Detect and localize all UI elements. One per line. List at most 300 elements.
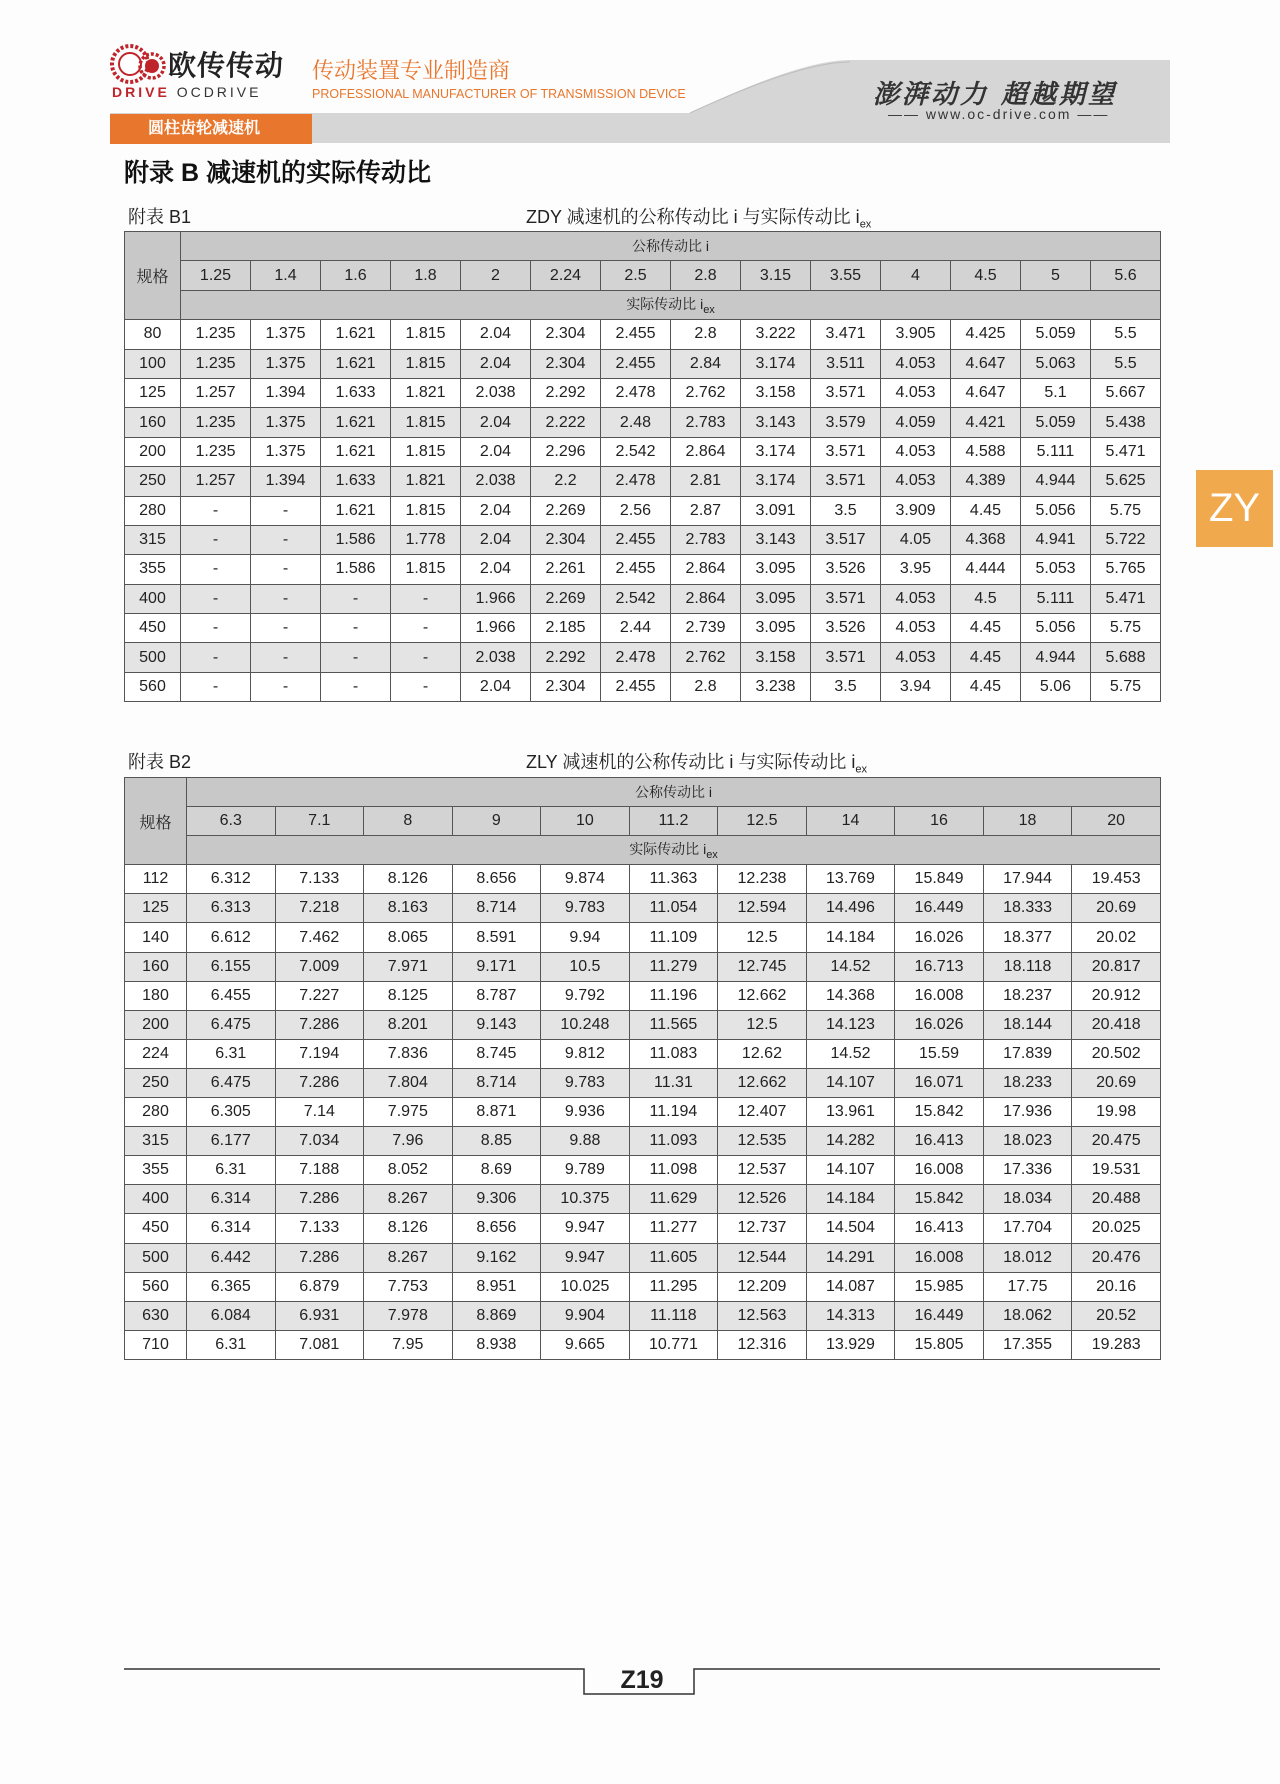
ratio-cell: 3.94 (881, 672, 951, 701)
ratio-cell: 16.026 (895, 923, 984, 952)
ratio-cell: 8.869 (452, 1301, 541, 1330)
ratio-cell: 3.571 (811, 378, 881, 407)
spec-cell: 80 (125, 320, 181, 349)
actual-ratio-header-sub: ex (706, 849, 718, 862)
ratio-cell: 5.667 (1091, 378, 1161, 407)
ratio-cell: 12.662 (718, 981, 807, 1010)
tagline-cn: 传动装置专业制造商 (312, 58, 511, 83)
ratio-cell: 10.025 (541, 1272, 630, 1301)
ratio-cell: 2.292 (531, 643, 601, 672)
table-row (125, 672, 1161, 701)
ratio-cell: 18.233 (983, 1068, 1072, 1097)
ratio-cell: 8.052 (364, 1156, 453, 1185)
ratio-cell: 2.038 (461, 467, 531, 496)
nominal-ratio-cell: 5.6 (1091, 261, 1161, 290)
spec-cell: 112 (125, 865, 187, 894)
nominal-ratio-cell: 8 (364, 807, 453, 836)
ratio-cell: 2.038 (461, 378, 531, 407)
nominal-ratio-cell: 1.25 (181, 261, 251, 290)
ratio-cell: 11.277 (629, 1214, 718, 1243)
ratio-cell: 20.02 (1072, 923, 1161, 952)
ratio-cell: 18.062 (983, 1301, 1072, 1330)
ratio-cell: 5.063 (1021, 349, 1091, 378)
ratio-cell: 4.425 (951, 320, 1021, 349)
ratio-cell: 14.52 (806, 1039, 895, 1068)
ratio-cell: 7.975 (364, 1098, 453, 1127)
ratio-cell: 3.571 (811, 467, 881, 496)
ratio-cell: 18.034 (983, 1185, 1072, 1214)
ratio-cell: 16.449 (895, 1301, 984, 1330)
ratio-cell: 2.762 (671, 378, 741, 407)
table2-caption-sub: ex (855, 763, 867, 776)
ratio-cell: 2.04 (461, 408, 531, 437)
ratio-cell: 16.413 (895, 1214, 984, 1243)
ratio-cell: - (391, 614, 461, 643)
ratio-cell: 6.879 (275, 1272, 364, 1301)
ratio-cell: 12.5 (718, 923, 807, 952)
ratio-cell: 4.053 (881, 614, 951, 643)
ratio-cell: 9.947 (541, 1243, 630, 1272)
ratio-cell: 1.394 (251, 378, 321, 407)
actual-ratio-header (181, 290, 1161, 319)
actual-ratio-header (187, 836, 1161, 865)
ratio-cell: 11.194 (629, 1098, 718, 1127)
ratio-cell: 2.2 (531, 467, 601, 496)
ratio-cell: 8.656 (452, 1214, 541, 1243)
ratio-cell: 6.084 (187, 1301, 276, 1330)
ratio-cell: 2.304 (531, 320, 601, 349)
brand-logo (108, 40, 308, 112)
ratio-cell: 2.304 (531, 672, 601, 701)
ratio-cell: 20.52 (1072, 1301, 1161, 1330)
ratio-cell: 8.69 (452, 1156, 541, 1185)
ratio-cell: 5.722 (1091, 525, 1161, 554)
spec-cell: 280 (125, 496, 181, 525)
nominal-ratio-cell: 4 (881, 261, 951, 290)
spec-cell: 355 (125, 555, 181, 584)
ratio-cell: - (251, 555, 321, 584)
ratio-cell: - (251, 672, 321, 701)
side-index-tab: ZY (1196, 470, 1273, 547)
ratio-cell: 20.817 (1072, 952, 1161, 981)
ratio-cell: 5.765 (1091, 555, 1161, 584)
nominal-ratio-cell: 16 (895, 807, 984, 836)
spec-cell: 500 (125, 1243, 187, 1272)
ratio-cell: 9.94 (541, 923, 630, 952)
category-tab: 圆柱齿轮减速机 (110, 114, 312, 144)
ratio-cell: 5.059 (1021, 408, 1091, 437)
ratio-cell: 11.31 (629, 1068, 718, 1097)
ratio-cell: 3.5 (811, 496, 881, 525)
ratio-cell: 8.267 (364, 1185, 453, 1214)
ratio-cell: 3.95 (881, 555, 951, 584)
ratio-cell: - (181, 496, 251, 525)
ratio-cell: 1.257 (181, 378, 251, 407)
ratio-cell: 2.04 (461, 496, 531, 525)
ratio-cell: 6.612 (187, 923, 276, 952)
section-title: 附录 B 减速机的实际传动比 (124, 159, 431, 187)
ratio-cell: 9.143 (452, 1010, 541, 1039)
ratio-cell: 12.238 (718, 865, 807, 894)
ratio-cell: 14.123 (806, 1010, 895, 1039)
ratio-cell: 17.704 (983, 1214, 1072, 1243)
ratio-cell: 20.502 (1072, 1039, 1161, 1068)
ratio-cell: 4.45 (951, 672, 1021, 701)
ratio-cell: 4.389 (951, 467, 1021, 496)
nominal-ratio-cell: 2.5 (601, 261, 671, 290)
ratio-cell: 7.009 (275, 952, 364, 981)
nominal-ratio-cell: 2.8 (671, 261, 741, 290)
ratio-cell: 4.941 (1021, 525, 1091, 554)
ratio-cell: 6.475 (187, 1068, 276, 1097)
ratio-cell: 2.455 (601, 672, 671, 701)
nominal-ratio-cell: 18 (983, 807, 1072, 836)
ratio-cell: 5.06 (1021, 672, 1091, 701)
ratio-cell: 1.586 (321, 525, 391, 554)
ratio-cell: 12.563 (718, 1301, 807, 1330)
ratio-cell: 3.905 (881, 320, 951, 349)
ratio-cell: 6.155 (187, 952, 276, 981)
spec-cell: 500 (125, 643, 181, 672)
table-row (125, 643, 1161, 672)
actual-ratio-header-text: 实际传动比 i (629, 841, 707, 858)
ratio-cell: 12.662 (718, 1068, 807, 1097)
ratio-cell: 2.296 (531, 437, 601, 466)
ratio-cell: 5.111 (1021, 584, 1091, 613)
ratio-cell: 4.45 (951, 643, 1021, 672)
ratio-cell: 6.442 (187, 1243, 276, 1272)
ratio-cell: 8.951 (452, 1272, 541, 1301)
ratio-cell: 17.355 (983, 1330, 1072, 1359)
nominal-ratio-cell: 3.15 (741, 261, 811, 290)
ratio-cell: 7.194 (275, 1039, 364, 1068)
table1 (124, 231, 1161, 702)
ratio-cell: 11.098 (629, 1156, 718, 1185)
header-row-actual (125, 836, 1161, 865)
ratio-cell: 9.874 (541, 865, 630, 894)
ratio-cell: 2.864 (671, 584, 741, 613)
ratio-cell: 2.304 (531, 525, 601, 554)
ratio-cell: 20.418 (1072, 1010, 1161, 1039)
spec-cell: 355 (125, 1156, 187, 1185)
ratio-cell: 15.59 (895, 1039, 984, 1068)
ratio-cell: 11.083 (629, 1039, 718, 1068)
ratio-cell: 1.375 (251, 408, 321, 437)
ratio-cell: 8.591 (452, 923, 541, 952)
table-row (125, 408, 1161, 437)
table2-label: 附表 B2 (128, 752, 192, 772)
nominal-ratio-cell: 2.24 (531, 261, 601, 290)
ratio-cell: 7.218 (275, 894, 364, 923)
ratio-cell: - (321, 643, 391, 672)
ratio-cell: 1.375 (251, 349, 321, 378)
ratio-cell: 8.267 (364, 1243, 453, 1272)
table-row (125, 437, 1161, 466)
ratio-cell: 20.16 (1072, 1272, 1161, 1301)
ratio-cell: 12.526 (718, 1185, 807, 1214)
ratio-cell: 20.912 (1072, 981, 1161, 1010)
ratio-cell: 1.815 (391, 408, 461, 437)
table-row (125, 1185, 1161, 1214)
nominal-ratio-cell: 10 (541, 807, 630, 836)
ratio-cell: 16.071 (895, 1068, 984, 1097)
ratio-cell: - (251, 496, 321, 525)
ratio-cell: 1.821 (391, 378, 461, 407)
header-row-ratios (125, 261, 1161, 290)
table-row (125, 981, 1161, 1010)
ratio-cell: 4.944 (1021, 643, 1091, 672)
ratio-cell: 3.222 (741, 320, 811, 349)
ratio-cell: 14.184 (806, 923, 895, 952)
table-row (125, 1068, 1161, 1097)
spec-cell: 280 (125, 1098, 187, 1127)
ratio-cell: 5.059 (1021, 320, 1091, 349)
ratio-cell: 2.48 (601, 408, 671, 437)
spec-cell: 125 (125, 378, 181, 407)
ratio-cell: - (251, 525, 321, 554)
ratio-cell: 7.753 (364, 1272, 453, 1301)
ratio-cell: 7.188 (275, 1156, 364, 1185)
ratio-cell: 2.44 (601, 614, 671, 643)
ratio-cell: 2.542 (601, 437, 671, 466)
ratio-cell: 3.909 (881, 496, 951, 525)
ratio-cell: 6.314 (187, 1185, 276, 1214)
ratio-cell: 7.95 (364, 1330, 453, 1359)
ratio-cell: 9.812 (541, 1039, 630, 1068)
table-row (125, 1330, 1161, 1359)
ratio-cell: 10.771 (629, 1330, 718, 1359)
table2-caption (526, 748, 867, 776)
ratio-cell: 18.377 (983, 923, 1072, 952)
table-row (125, 378, 1161, 407)
ratio-cell: 3.571 (811, 437, 881, 466)
table1-caption-text: ZDY 减速机的公称传动比 i 与实际传动比 i (526, 207, 860, 227)
nominal-ratio-cell: 9 (452, 807, 541, 836)
spec-cell: 200 (125, 1010, 187, 1039)
nominal-ratio-cell: 12.5 (718, 807, 807, 836)
ratio-cell: 3.174 (741, 467, 811, 496)
ratio-cell: 1.815 (391, 320, 461, 349)
ratio-cell: 12.5 (718, 1010, 807, 1039)
ratio-cell: 1.586 (321, 555, 391, 584)
ratio-cell: 3.571 (811, 643, 881, 672)
ratio-cell: 1.394 (251, 467, 321, 496)
ratio-cell: 1.621 (321, 437, 391, 466)
ratio-cell: 8.201 (364, 1010, 453, 1039)
ratio-cell: 7.286 (275, 1243, 364, 1272)
brand-name-en (112, 84, 261, 100)
table1-label: 附表 B1 (128, 207, 192, 227)
ratio-cell: 2.455 (601, 349, 671, 378)
table-row (125, 584, 1161, 613)
ratio-cell: 9.88 (541, 1127, 630, 1156)
ratio-cell: 6.475 (187, 1010, 276, 1039)
ratio-cell: 2.478 (601, 467, 671, 496)
ratio-cell: 4.05 (881, 525, 951, 554)
ratio-cell: 14.107 (806, 1068, 895, 1097)
ratio-cell: 7.14 (275, 1098, 364, 1127)
ratio-cell: 20.025 (1072, 1214, 1161, 1243)
spec-cell: 400 (125, 1185, 187, 1214)
table1-caption (526, 203, 871, 231)
ratio-cell: 12.745 (718, 952, 807, 981)
ratio-cell: 8.126 (364, 865, 453, 894)
ratio-cell: 2.04 (461, 555, 531, 584)
spec-cell: 250 (125, 467, 181, 496)
ratio-cell: 2.739 (671, 614, 741, 643)
ratio-cell: 3.143 (741, 408, 811, 437)
ratio-cell: 6.31 (187, 1156, 276, 1185)
table-row (125, 952, 1161, 981)
ratio-cell: 11.565 (629, 1010, 718, 1039)
ratio-cell: 2.04 (461, 437, 531, 466)
ratio-cell: 3.526 (811, 555, 881, 584)
ratio-cell: 1.815 (391, 349, 461, 378)
ratio-cell: 4.053 (881, 467, 951, 496)
ratio-cell: 12.407 (718, 1098, 807, 1127)
ratio-cell: 2.762 (671, 643, 741, 672)
nominal-ratio-cell: 14 (806, 807, 895, 836)
ratio-cell: - (321, 614, 391, 643)
ratio-cell: 7.133 (275, 1214, 364, 1243)
ratio-cell: 19.531 (1072, 1156, 1161, 1185)
page-header (0, 0, 1280, 145)
ratio-cell: 18.023 (983, 1127, 1072, 1156)
ratio-cell: - (181, 555, 251, 584)
table-row (125, 467, 1161, 496)
ratio-cell: 5.75 (1091, 614, 1161, 643)
table-row (125, 865, 1161, 894)
ratio-cell: 5.625 (1091, 467, 1161, 496)
ratio-cell: 20.69 (1072, 894, 1161, 923)
ratio-cell: 7.286 (275, 1068, 364, 1097)
spec-cell: 560 (125, 1272, 187, 1301)
ratio-cell: 12.537 (718, 1156, 807, 1185)
ratio-cell: 14.107 (806, 1156, 895, 1185)
ratio-cell: 1.375 (251, 320, 321, 349)
table2-caption-text: ZLY 减速机的公称传动比 i 与实际传动比 i (526, 752, 856, 772)
ratio-cell: 2.81 (671, 467, 741, 496)
table-row (125, 923, 1161, 952)
ratio-cell: 2.478 (601, 378, 671, 407)
ratio-cell: 15.842 (895, 1098, 984, 1127)
table-row (125, 1156, 1161, 1185)
ratio-cell: 12.62 (718, 1039, 807, 1068)
ratio-cell: 16.026 (895, 1010, 984, 1039)
ratio-cell: 2.455 (601, 555, 671, 584)
ratio-cell: 3.579 (811, 408, 881, 437)
ratio-cell: 4.053 (881, 584, 951, 613)
ratio-cell: 4.053 (881, 378, 951, 407)
spec-cell: 160 (125, 952, 187, 981)
ratio-cell: 2.783 (671, 408, 741, 437)
ratio-cell: 5.5 (1091, 320, 1161, 349)
nominal-ratio-header: 公称传动比 i (187, 778, 1161, 807)
ratio-cell: 3.517 (811, 525, 881, 554)
nominal-ratio-cell: 3.55 (811, 261, 881, 290)
ratio-cell: 14.184 (806, 1185, 895, 1214)
ratio-cell: 12.535 (718, 1127, 807, 1156)
ratio-cell: 4.059 (881, 408, 951, 437)
actual-ratio-header-sub: ex (703, 303, 715, 316)
ratio-cell: 18.118 (983, 952, 1072, 981)
ratio-cell: 7.96 (364, 1127, 453, 1156)
ratio-cell: 16.008 (895, 981, 984, 1010)
ratio-cell: 3.158 (741, 643, 811, 672)
ratio-cell: 3.5 (811, 672, 881, 701)
ratio-cell: 1.375 (251, 437, 321, 466)
ratio-cell: 3.471 (811, 320, 881, 349)
ratio-cell: 4.444 (951, 555, 1021, 584)
ratio-cell: 12.544 (718, 1243, 807, 1272)
ratio-cell: 2.87 (671, 496, 741, 525)
ratio-cell: 2.04 (461, 525, 531, 554)
ratio-cell: 3.526 (811, 614, 881, 643)
ratio-cell: 3.571 (811, 584, 881, 613)
ratio-cell: 4.053 (881, 349, 951, 378)
ratio-cell: 2.455 (601, 525, 671, 554)
table-row (125, 320, 1161, 349)
ratio-cell: 20.475 (1072, 1127, 1161, 1156)
spec-cell: 315 (125, 1127, 187, 1156)
ratio-cell: 9.783 (541, 1068, 630, 1097)
ratio-cell: 8.871 (452, 1098, 541, 1127)
spec-cell: 710 (125, 1330, 187, 1359)
ratio-cell: 15.985 (895, 1272, 984, 1301)
spec-cell: 450 (125, 1214, 187, 1243)
ratio-cell: 1.235 (181, 437, 251, 466)
ratio-cell: 2.269 (531, 584, 601, 613)
ratio-cell: 4.944 (1021, 467, 1091, 496)
ratio-cell: 19.98 (1072, 1098, 1161, 1127)
ratio-cell: 9.789 (541, 1156, 630, 1185)
ratio-cell: 5.053 (1021, 555, 1091, 584)
ratio-cell: 8.745 (452, 1039, 541, 1068)
ratio-cell: 8.126 (364, 1214, 453, 1243)
ratio-cell: 2.04 (461, 320, 531, 349)
website-url: —— www.oc-drive.com —— (888, 106, 1110, 122)
ratio-cell: 1.621 (321, 496, 391, 525)
slogan: 澎湃动力 超越期望 (873, 80, 1118, 110)
ratio-cell: 13.961 (806, 1098, 895, 1127)
nominal-ratio-cell: 6.3 (187, 807, 276, 836)
ratio-cell: 11.196 (629, 981, 718, 1010)
spec-cell: 125 (125, 894, 187, 923)
table-row (125, 1010, 1161, 1039)
ratio-cell: 9.783 (541, 894, 630, 923)
ratio-cell: 2.038 (461, 643, 531, 672)
ratio-cell: 1.633 (321, 467, 391, 496)
spec-cell: 140 (125, 923, 187, 952)
nominal-ratio-cell: 20 (1072, 807, 1161, 836)
ratio-cell: - (251, 614, 321, 643)
ratio-cell: 5.056 (1021, 496, 1091, 525)
ratio-cell: 3.238 (741, 672, 811, 701)
ratio-cell: 16.008 (895, 1243, 984, 1272)
ratio-cell: 16.008 (895, 1156, 984, 1185)
ratio-cell: 8.065 (364, 923, 453, 952)
ratio-cell: - (321, 672, 391, 701)
ratio-cell: - (391, 584, 461, 613)
actual-ratio-header-text: 实际传动比 i (626, 296, 704, 313)
ratio-cell: 16.449 (895, 894, 984, 923)
table-row (125, 525, 1161, 554)
ratio-cell: 17.944 (983, 865, 1072, 894)
ratio-cell: 12.594 (718, 894, 807, 923)
ratio-cell: 9.162 (452, 1243, 541, 1272)
ratio-cell: 2.185 (531, 614, 601, 643)
ratio-cell: 6.177 (187, 1127, 276, 1156)
